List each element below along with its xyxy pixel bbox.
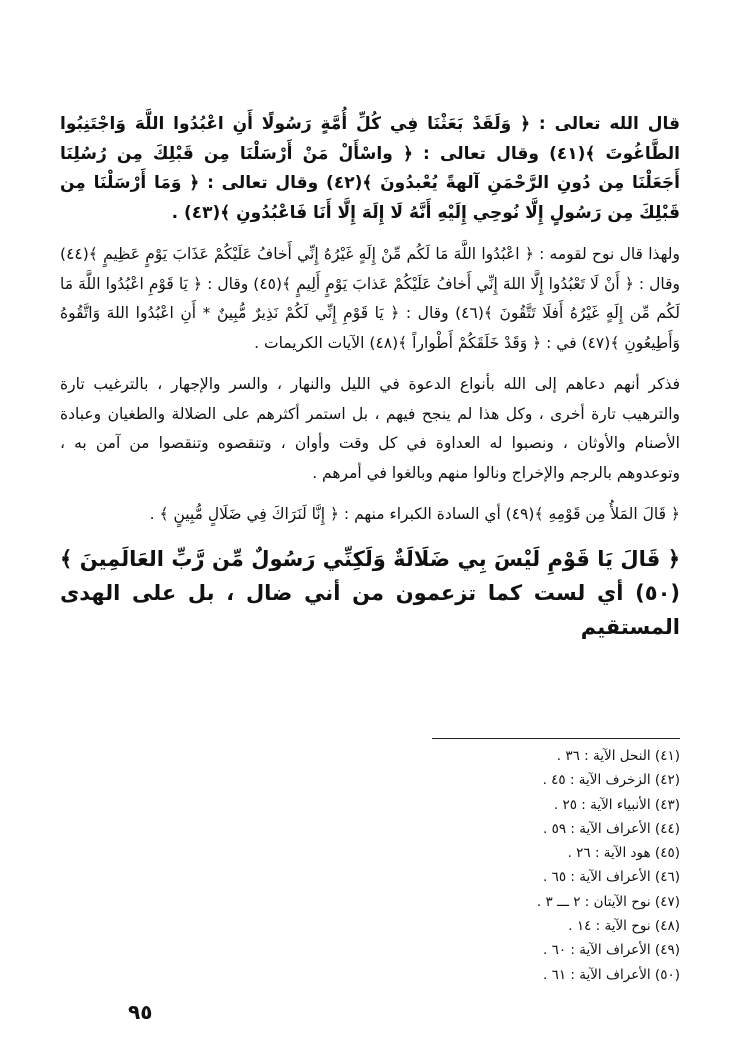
footnotes [537,744,680,987]
footnote-48: (٤٨) نوح الآية : ١٤ . [568,918,680,935]
footnote-43: (٤٣) الأنبياء الآية : ٢٥ . [553,796,680,813]
page-number: ٩٥ [128,1000,153,1024]
footnote-divider [432,738,680,739]
footnote-41: (٤١) النحل الآية : ٣٦ . [556,748,680,764]
footnote-47: (٤٧) نوح الآيتان : ٢ ـــ ٣ . [536,893,680,910]
footnote-42: (٤٢) الزخرف الآية : ٤٥ . [542,772,680,789]
footnote-49: (٤٩) الأعراف الآية : ٦٠ . [542,942,680,959]
paragraph-5: ﴿ قَالَ يَا قَوْمِ لَيْسَ بِي ضَلَالَةٌ وَلَكِنِّي رَسُولٌ مِّن رَّبِّ العَالَمِينَ ﴾(٥٠) أي لست كما تزعمون من أني ضال ، بل على الهدى المستقيم [60,546,680,639]
paragraph-2: ولهذا قال نوح لقومه : ﴿ اعْبُدُوا اللَّهَ مَا لَكُم مِّنْ إِلَهٍ غَيْرُهُ إِنِّي أَخافُ عَلَيْكُمْ عَذَابَ يَوْمٍ عَظِيمٍ ﴾(٤٤) وقال : ﴿ أَنْ لَا تَعْبُدُوا إِلَّا اللهَ إِنِّي أَخافُ عَلَيْكُمْ عَذابَ يَوْمٍ أَلِيمٍ ﴾(٤٥) وقال : ﴿ يَا قَوْمِ اعْبُدُوا اللَّهَ مَا لَكُم مِّن إِلَهٍ غَيْرُهُ أَفلَا تَتَّقُونَ ﴾(٤٦) وقال : ﴿ يَا قَوْمِ إِنِّي لَكُمْ نَذِيرٌ مُّبِينٌ * أَنِ اعْبُدُوا اللهَ وَاتَّقُوهُ وَأَطِيعُونِ ﴾(٤٧) في : ﴿ وَقَدْ خَلَقَكُمْ أَطْواراً ﴾(٤٨) الآيات الكريمات . [60,245,680,352]
footnote-44: (٤٤) الأعراف الآية : ٥٩ . [542,820,680,837]
footnote-45: (٤٥) هود الآية : ٢٦ . [567,845,680,862]
paragraph-1: قال الله تعالى : ﴿ وَلَقَدْ بَعَثْنَا فِي كُلِّ أُمَّةٍ رَسُولًا أَنِ اعْبُدُوا اللَّهَ وَاجْتَنِبُوا الطَّاغُوتَ ﴾(٤١) وقال تعالى : ﴿ واسْأَلْ مَنْ أَرْسَلْنَا مِن قَبْلِكَ مِن رُسُلِنَا أَجَعَلْنَا مِن دُونِ الرَّحْمَنِ آلهةً يُعْبدُونَ ﴾(٤٢) وقال تعالى : ﴿ وَمَا أَرْسَلْنَا مِن قَبْلِكَ مِن رَسُولٍ إِلَّا نُوحِي إِلَيْهِ أَنَّهُ لَا إِلَهَ إِلَّا أَنَا فَاعْبُدُونِ ﴾(٤٣) . [60,114,680,223]
footnote-50: (٥٠) الأعراف الآية : ٦١ . [542,966,680,983]
main-text [60,110,680,656]
footnote-46: (٤٦) الأعراف الآية : ٦٥ . [542,869,680,886]
paragraph-4: ﴿ قَالَ المَلأُ مِن قَوْمِهِ ﴾(٤٩) أي السادة الكبراء منهم : ﴿ إِنَّا لَنَرَاكَ فِي ضَلَالٍ مُّبِينٍ ﴾ . [149,505,680,523]
paragraph-3: فذكر أنهم دعاهم إلى الله بأنواع الدعوة في الليل والنهار ، والسر والإجهار ، بالترغيب تارة والترهيب تارة أخرى ، وكل هذا لم ينجح فيهم ، بل استمر أكثرهم على الضلالة والطغيان وعبادة الأصنام والأوثان ، ونصبوا له العداوة في كل وقت وأوان ، وتنقصوه وتنقصوا من آمن به ، وتوعدوهم بالرجم والإخراج ونالوا منهم وبالغوا في أمرهم . [60,375,680,482]
